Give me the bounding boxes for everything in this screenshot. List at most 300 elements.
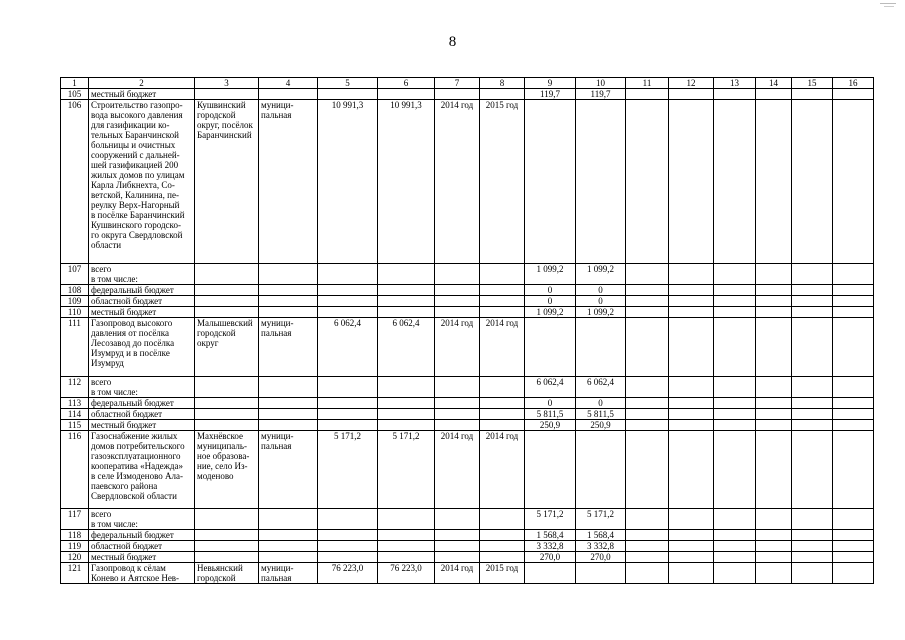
col-13-cell	[714, 318, 756, 377]
remaining-cost-cell	[378, 285, 435, 296]
col-13-cell	[714, 541, 756, 552]
col-13-cell	[714, 307, 756, 318]
remaining-cost-cell	[378, 296, 435, 307]
ownership-cell	[259, 398, 318, 409]
col-16-cell	[833, 552, 874, 563]
col-14-cell	[756, 409, 792, 420]
remaining-cost-cell	[378, 530, 435, 541]
col-12-cell	[669, 318, 714, 377]
location-cell	[195, 89, 259, 100]
estimated-cost-cell	[318, 541, 378, 552]
object-name-cell: местный бюджет	[89, 307, 195, 318]
estimated-cost-cell	[318, 420, 378, 431]
col-12-cell	[669, 541, 714, 552]
funding-col-10-cell	[576, 100, 626, 264]
col-11-cell	[626, 100, 669, 264]
col-11-cell	[626, 541, 669, 552]
budget-row	[61, 420, 874, 431]
col-15-cell	[792, 89, 833, 100]
col-14-cell	[756, 530, 792, 541]
end-year-cell: 2014 год	[480, 431, 525, 509]
remaining-cost-cell	[378, 509, 435, 530]
row-number-cell: 112	[61, 377, 89, 398]
remaining-cost-cell: 10 991,3	[378, 100, 435, 264]
col-11-cell	[626, 509, 669, 530]
col-12-cell	[669, 264, 714, 285]
col-12-cell	[669, 431, 714, 509]
column-number-cell: 2	[89, 78, 195, 89]
col-16-cell	[833, 409, 874, 420]
col-11-cell	[626, 431, 669, 509]
location-cell	[195, 509, 259, 530]
row-number-cell: 109	[61, 296, 89, 307]
col-14-cell	[756, 296, 792, 307]
col-14-cell	[756, 100, 792, 264]
col-12-cell	[669, 509, 714, 530]
location-cell	[195, 530, 259, 541]
end-year-cell	[480, 398, 525, 409]
col-11-cell	[626, 318, 669, 377]
row-number-cell: 120	[61, 552, 89, 563]
col-15-cell	[792, 420, 833, 431]
remaining-cost-cell	[378, 377, 435, 398]
col-14-cell	[756, 307, 792, 318]
col-16-cell	[833, 509, 874, 530]
object-name-cell: Газоснабжение жилых домов потребительского газоэксплуатационного кооператива «Надежда» в селе Измоденово Ала- паевского района Свердловской области	[89, 431, 195, 509]
start-year-cell: 2014 год	[435, 100, 480, 264]
column-number-cell: 7	[435, 78, 480, 89]
funding-col-10-cell: 0	[576, 398, 626, 409]
ownership-cell	[259, 420, 318, 431]
ownership-cell	[259, 530, 318, 541]
funding-col-9-cell: 3 332,8	[525, 541, 576, 552]
estimated-cost-cell: 6 062,4	[318, 318, 378, 377]
object-name-cell: Газопровод к сёлам Конево и Аятское Нев-	[89, 563, 195, 584]
page-number: 8	[448, 34, 457, 50]
column-number-cell: 15	[792, 78, 833, 89]
budget-row	[61, 530, 874, 541]
row-number-cell: 116	[61, 431, 89, 509]
row-number-cell: 108	[61, 285, 89, 296]
funding-col-10-cell: 0	[576, 285, 626, 296]
remaining-cost-cell	[378, 541, 435, 552]
col-12-cell	[669, 398, 714, 409]
start-year-cell	[435, 377, 480, 398]
funding-col-9-cell	[525, 563, 576, 584]
funding-col-10-cell: 0	[576, 296, 626, 307]
col-13-cell	[714, 409, 756, 420]
funding-col-10-cell: 1 099,2	[576, 264, 626, 285]
end-year-cell	[480, 420, 525, 431]
budget-row	[61, 307, 874, 318]
ownership-cell	[259, 552, 318, 563]
start-year-cell	[435, 296, 480, 307]
budget-row	[61, 285, 874, 296]
object-name-cell: местный бюджет	[89, 552, 195, 563]
row-number-cell: 114	[61, 409, 89, 420]
remaining-cost-cell	[378, 398, 435, 409]
col-14-cell	[756, 377, 792, 398]
col-15-cell	[792, 398, 833, 409]
col-15-cell	[792, 530, 833, 541]
funding-col-10-cell: 1 568,4	[576, 530, 626, 541]
column-number-cell: 6	[378, 78, 435, 89]
ownership-cell: муници- пальная	[259, 318, 318, 377]
estimated-cost-cell	[318, 409, 378, 420]
col-13-cell	[714, 420, 756, 431]
col-11-cell	[626, 264, 669, 285]
corner-mark	[884, 6, 894, 7]
start-year-cell: 2014 год	[435, 318, 480, 377]
funding-col-9-cell	[525, 100, 576, 264]
col-12-cell	[669, 552, 714, 563]
col-16-cell	[833, 541, 874, 552]
start-year-cell	[435, 285, 480, 296]
object-name-cell: областной бюджет	[89, 409, 195, 420]
column-number-cell: 3	[195, 78, 259, 89]
start-year-cell: 2014 год	[435, 563, 480, 584]
row-number-cell: 113	[61, 398, 89, 409]
location-cell: Малышевский городской округ	[195, 318, 259, 377]
col-12-cell	[669, 377, 714, 398]
ownership-cell: муници- пальная	[259, 431, 318, 509]
col-14-cell	[756, 431, 792, 509]
col-13-cell	[714, 100, 756, 264]
col-11-cell	[626, 398, 669, 409]
object-name-cell: федеральный бюджет	[89, 398, 195, 409]
col-14-cell	[756, 563, 792, 584]
ownership-cell	[259, 409, 318, 420]
funding-col-9-cell	[525, 318, 576, 377]
column-number-header-row	[61, 78, 874, 89]
budget-row	[61, 509, 874, 530]
col-15-cell	[792, 509, 833, 530]
end-year-cell	[480, 89, 525, 100]
col-13-cell	[714, 285, 756, 296]
col-12-cell	[669, 296, 714, 307]
column-number-cell: 9	[525, 78, 576, 89]
end-year-cell	[480, 377, 525, 398]
column-number-cell: 5	[318, 78, 378, 89]
row-number-cell: 117	[61, 509, 89, 530]
col-16-cell	[833, 398, 874, 409]
start-year-cell	[435, 409, 480, 420]
estimated-cost-cell	[318, 398, 378, 409]
col-16-cell	[833, 264, 874, 285]
col-11-cell	[626, 89, 669, 100]
col-12-cell	[669, 563, 714, 584]
col-13-cell	[714, 264, 756, 285]
ownership-cell	[259, 307, 318, 318]
start-year-cell	[435, 264, 480, 285]
col-14-cell	[756, 552, 792, 563]
object-name-cell: местный бюджет	[89, 420, 195, 431]
col-14-cell	[756, 264, 792, 285]
ownership-cell	[259, 541, 318, 552]
col-13-cell	[714, 563, 756, 584]
col-15-cell	[792, 552, 833, 563]
col-16-cell	[833, 318, 874, 377]
start-year-cell	[435, 509, 480, 530]
column-number-cell: 10	[576, 78, 626, 89]
column-number-cell: 8	[480, 78, 525, 89]
col-16-cell	[833, 89, 874, 100]
object-name-cell: Газопровод высокого давления от посёлка Лесозавод до посёлка Изумруд и в посёлке Изумруд	[89, 318, 195, 377]
col-13-cell	[714, 398, 756, 409]
funding-col-9-cell: 270,0	[525, 552, 576, 563]
object-name-cell: местный бюджет	[89, 89, 195, 100]
col-15-cell	[792, 296, 833, 307]
funding-col-10-cell: 270,0	[576, 552, 626, 563]
col-13-cell	[714, 89, 756, 100]
object-name-cell: областной бюджет	[89, 296, 195, 307]
col-16-cell	[833, 563, 874, 584]
location-cell	[195, 409, 259, 420]
estimated-cost-cell: 5 171,2	[318, 431, 378, 509]
estimated-cost-cell	[318, 89, 378, 100]
location-cell: Махнёвское муниципаль- ное образова- ние, село Из- моденово	[195, 431, 259, 509]
budget-row	[61, 89, 874, 100]
location-cell	[195, 264, 259, 285]
col-14-cell	[756, 285, 792, 296]
ownership-cell	[259, 377, 318, 398]
end-year-cell: 2015 год	[480, 563, 525, 584]
location-cell: Невьянский городской	[195, 563, 259, 584]
col-15-cell	[792, 377, 833, 398]
estimated-cost-cell	[318, 509, 378, 530]
object-name-cell: Строительство газопро- вода высокого давления для газификации ко- тельных Баранчинской больницы и очистных сооружений с дальней- шей газификацией 200 жилых домов по улицам Карла Либкнехта, Со- ветской, Калинина, пе- реулку Верх-Нагорный в посёлке Баранчинский Кушвинского городско- го округа Свердловской области	[89, 100, 195, 264]
end-year-cell	[480, 530, 525, 541]
end-year-cell	[480, 509, 525, 530]
funding-col-9-cell: 250,9	[525, 420, 576, 431]
col-15-cell	[792, 100, 833, 264]
funding-col-9-cell: 1 099,2	[525, 307, 576, 318]
funding-col-10-cell: 5 171,2	[576, 509, 626, 530]
col-15-cell	[792, 264, 833, 285]
estimated-cost-cell: 10 991,3	[318, 100, 378, 264]
ownership-cell	[259, 285, 318, 296]
col-16-cell	[833, 377, 874, 398]
budget-row	[61, 552, 874, 563]
funding-col-9-cell: 0	[525, 398, 576, 409]
start-year-cell	[435, 541, 480, 552]
end-year-cell	[480, 285, 525, 296]
end-year-cell: 2015 год	[480, 100, 525, 264]
remaining-cost-cell	[378, 409, 435, 420]
funding-col-9-cell: 1 099,2	[525, 264, 576, 285]
start-year-cell	[435, 89, 480, 100]
object-name-cell: федеральный бюджет	[89, 285, 195, 296]
remaining-cost-cell	[378, 307, 435, 318]
col-13-cell	[714, 431, 756, 509]
col-11-cell	[626, 285, 669, 296]
col-16-cell	[833, 420, 874, 431]
column-number-cell: 12	[669, 78, 714, 89]
funding-col-9-cell: 6 062,4	[525, 377, 576, 398]
funding-col-9-cell: 5 811,5	[525, 409, 576, 420]
column-number-cell: 4	[259, 78, 318, 89]
row-number-cell: 107	[61, 264, 89, 285]
remaining-cost-cell: 6 062,4	[378, 318, 435, 377]
row-number-cell: 105	[61, 89, 89, 100]
ownership-cell	[259, 89, 318, 100]
col-14-cell	[756, 541, 792, 552]
ownership-cell	[259, 296, 318, 307]
col-15-cell	[792, 431, 833, 509]
estimated-cost-cell	[318, 296, 378, 307]
column-number-cell: 13	[714, 78, 756, 89]
end-year-cell	[480, 296, 525, 307]
estimated-cost-cell	[318, 285, 378, 296]
col-11-cell	[626, 377, 669, 398]
col-16-cell	[833, 285, 874, 296]
estimated-cost-cell	[318, 377, 378, 398]
budget-row	[61, 377, 874, 398]
col-12-cell	[669, 420, 714, 431]
project-row	[61, 318, 874, 377]
funding-col-10-cell: 250,9	[576, 420, 626, 431]
col-11-cell	[626, 420, 669, 431]
location-cell	[195, 307, 259, 318]
corner-mark	[880, 3, 896, 4]
funding-col-9-cell: 1 568,4	[525, 530, 576, 541]
end-year-cell	[480, 552, 525, 563]
location-cell: Кушвинский городской округ, посёлок Баранчинский	[195, 100, 259, 264]
budget-row	[61, 409, 874, 420]
funding-col-9-cell: 5 171,2	[525, 509, 576, 530]
col-16-cell	[833, 307, 874, 318]
estimated-cost-cell	[318, 552, 378, 563]
object-name-cell: всего в том числе:	[89, 264, 195, 285]
col-13-cell	[714, 552, 756, 563]
row-number-cell: 115	[61, 420, 89, 431]
estimated-cost-cell	[318, 307, 378, 318]
budget-row	[61, 541, 874, 552]
column-number-cell: 1	[61, 78, 89, 89]
col-14-cell	[756, 398, 792, 409]
col-11-cell	[626, 563, 669, 584]
ownership-cell: муници- пальная	[259, 100, 318, 264]
row-number-cell: 118	[61, 530, 89, 541]
ownership-cell	[259, 509, 318, 530]
budget-row	[61, 398, 874, 409]
column-number-cell: 11	[626, 78, 669, 89]
col-11-cell	[626, 552, 669, 563]
funding-col-10-cell: 3 332,8	[576, 541, 626, 552]
end-year-cell	[480, 264, 525, 285]
col-15-cell	[792, 409, 833, 420]
col-16-cell	[833, 296, 874, 307]
col-13-cell	[714, 377, 756, 398]
funding-col-10-cell: 6 062,4	[576, 377, 626, 398]
budget-row	[61, 296, 874, 307]
funding-col-10-cell	[576, 318, 626, 377]
funding-col-10-cell	[576, 563, 626, 584]
end-year-cell: 2014 год	[480, 318, 525, 377]
remaining-cost-cell	[378, 552, 435, 563]
col-12-cell	[669, 100, 714, 264]
end-year-cell	[480, 541, 525, 552]
col-11-cell	[626, 530, 669, 541]
col-12-cell	[669, 285, 714, 296]
col-11-cell	[626, 409, 669, 420]
estimated-cost-cell	[318, 530, 378, 541]
start-year-cell	[435, 552, 480, 563]
col-13-cell	[714, 296, 756, 307]
estimated-cost-cell: 76 223,0	[318, 563, 378, 584]
funding-col-9-cell	[525, 431, 576, 509]
start-year-cell	[435, 398, 480, 409]
end-year-cell	[480, 409, 525, 420]
funding-col-9-cell: 0	[525, 296, 576, 307]
ownership-cell: муници- пальная	[259, 563, 318, 584]
col-14-cell	[756, 318, 792, 377]
project-row	[61, 431, 874, 509]
location-cell	[195, 552, 259, 563]
col-12-cell	[669, 307, 714, 318]
remaining-cost-cell	[378, 264, 435, 285]
project-row	[61, 563, 874, 584]
col-11-cell	[626, 296, 669, 307]
funding-col-10-cell: 5 811,5	[576, 409, 626, 420]
object-name-cell: федеральный бюджет	[89, 530, 195, 541]
col-14-cell	[756, 509, 792, 530]
remaining-cost-cell	[378, 420, 435, 431]
col-14-cell	[756, 420, 792, 431]
col-12-cell	[669, 409, 714, 420]
row-number-cell: 111	[61, 318, 89, 377]
estimated-cost-cell	[318, 264, 378, 285]
object-name-cell: всего в том числе:	[89, 377, 195, 398]
row-number-cell: 119	[61, 541, 89, 552]
col-12-cell	[669, 530, 714, 541]
funding-col-10-cell: 1 099,2	[576, 307, 626, 318]
column-number-cell: 16	[833, 78, 874, 89]
row-number-cell: 121	[61, 563, 89, 584]
location-cell	[195, 420, 259, 431]
row-number-cell: 106	[61, 100, 89, 264]
start-year-cell	[435, 420, 480, 431]
col-16-cell	[833, 530, 874, 541]
location-cell	[195, 285, 259, 296]
start-year-cell	[435, 530, 480, 541]
object-name-cell: всего в том числе:	[89, 509, 195, 530]
location-cell	[195, 296, 259, 307]
location-cell	[195, 541, 259, 552]
funding-col-9-cell: 0	[525, 285, 576, 296]
col-15-cell	[792, 285, 833, 296]
col-13-cell	[714, 509, 756, 530]
location-cell	[195, 377, 259, 398]
remaining-cost-cell: 5 171,2	[378, 431, 435, 509]
col-13-cell	[714, 530, 756, 541]
col-11-cell	[626, 307, 669, 318]
start-year-cell	[435, 307, 480, 318]
col-16-cell	[833, 431, 874, 509]
end-year-cell	[480, 307, 525, 318]
budget-row	[61, 264, 874, 285]
start-year-cell: 2014 год	[435, 431, 480, 509]
row-number-cell: 110	[61, 307, 89, 318]
column-number-cell: 14	[756, 78, 792, 89]
funding-col-9-cell: 119,7	[525, 89, 576, 100]
col-15-cell	[792, 318, 833, 377]
funding-col-10-cell	[576, 431, 626, 509]
remaining-cost-cell: 76 223,0	[378, 563, 435, 584]
col-14-cell	[756, 89, 792, 100]
col-12-cell	[669, 89, 714, 100]
col-15-cell	[792, 563, 833, 584]
